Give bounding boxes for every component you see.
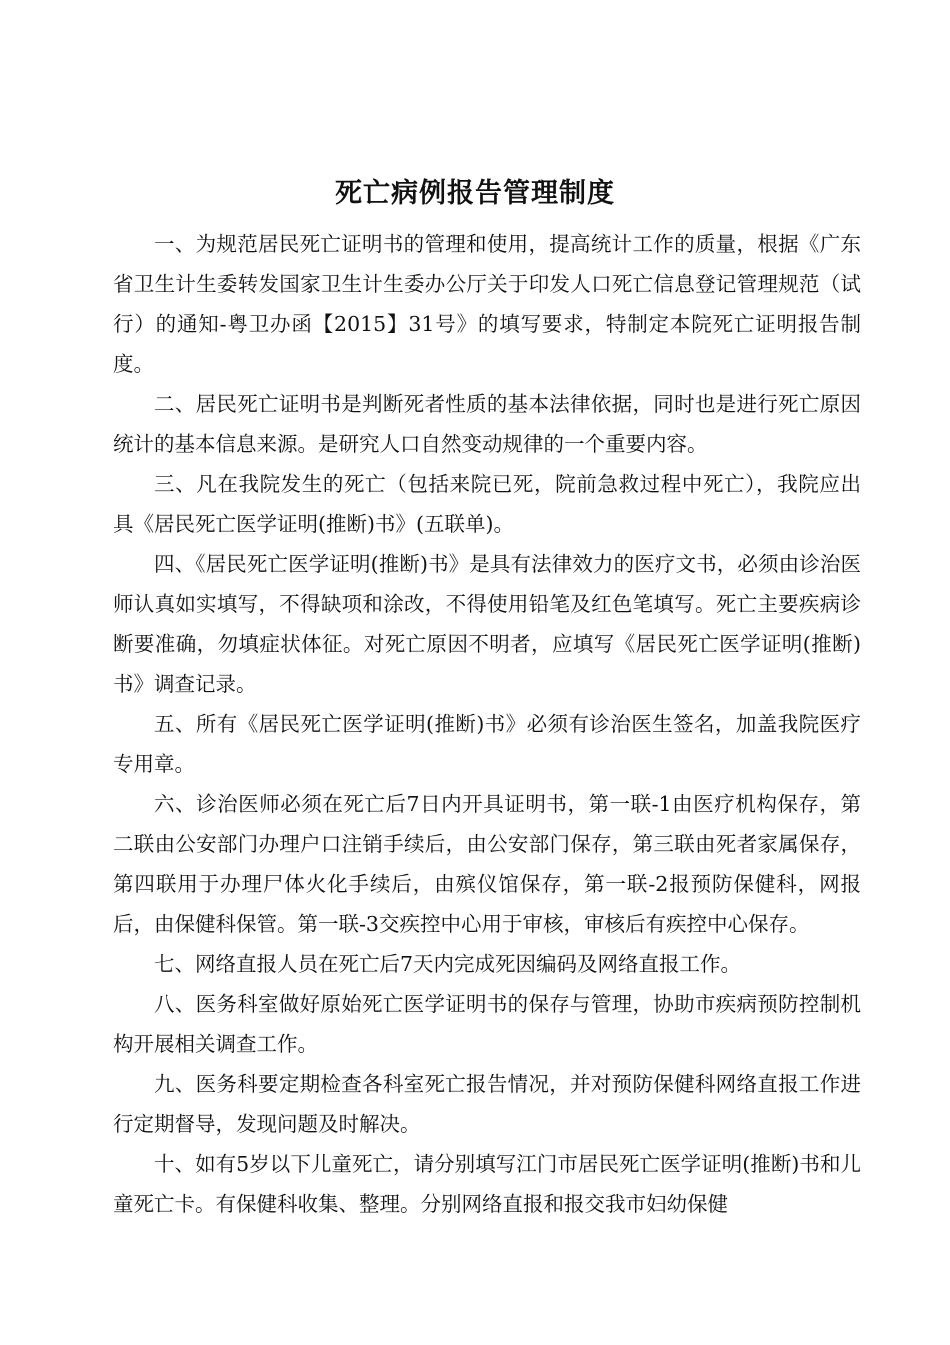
paragraph-5: 五、所有《居民死亡医学证明(推断)书》必须有诊治医生签名，加盖我院医疗专用章。 bbox=[113, 712, 861, 776]
paragraph-9: 九、医务科要定期检查各科室死亡报告情况，并对预防保健科网络直报工作进行定期督导，发现问题及时解决。 bbox=[113, 1072, 861, 1136]
paragraph-1: 一、为规范居民死亡证明书的管理和使用，提高统计工作的质量，根据《广东省卫生计生委转发国家卫生计生委办公厅关于印发人口死亡信息登记管理规范（试行）的通知-粤卫办函【2015】31号》的填写要求，特制定本院死亡证明报告制度。 bbox=[113, 232, 861, 376]
paragraph-8: 八、医务科室做好原始死亡医学证明书的保存与管理，协助市疾病预防控制机构开展相关调查工作。 bbox=[113, 992, 861, 1056]
paragraph-7: 七、网络直报人员在死亡后7天内完成死因编码及网络直报工作。 bbox=[154, 952, 742, 976]
paragraph-2: 二、居民死亡证明书是判断死者性质的基本法律依据，同时也是进行死亡原因统计的基本信息来源。是研究人口自然变动规律的一个重要内容。 bbox=[113, 392, 861, 456]
paragraph-10: 十、如有5岁以下儿童死亡，请分别填写江门市居民死亡医学证明(推断)书和儿童死亡卡。有保健科收集、整理。分别网络直报和报交我市妇幼保健 bbox=[113, 1152, 861, 1216]
document-body bbox=[113, 224, 861, 1224]
paragraph-6: 六、诊治医师必须在死亡后7日内开具证明书，第一联-1由医疗机构保存，第二联由公安部门办理户口注销手续后，由公安部门保存，第三联由死者家属保存，第四联用于办理尸体火化手续后，由殡仪馆保存，第一联-2报预防保健科，网报后，由保健科保管。第一联-3交疾控中心用于审核，审核后有疾控中心保存。 bbox=[113, 792, 861, 936]
paragraph-4: 四、《居民死亡医学证明(推断)书》是具有法律效力的医疗文书，必须由诊治医师认真如实填写，不得缺项和涂改，不得使用铅笔及红色笔填写。死亡主要疾病诊断要准确，勿填症状体征。对死亡原因不明者，应填写《居民死亡医学证明(推断)书》调查记录。 bbox=[113, 552, 861, 696]
document-title: 死亡病例报告管理制度 bbox=[335, 178, 615, 209]
paragraph-3: 三、凡在我院发生的死亡（包括来院已死，院前急救过程中死亡），我院应出具《居民死亡医学证明(推断)书》(五联单)。 bbox=[113, 472, 861, 536]
